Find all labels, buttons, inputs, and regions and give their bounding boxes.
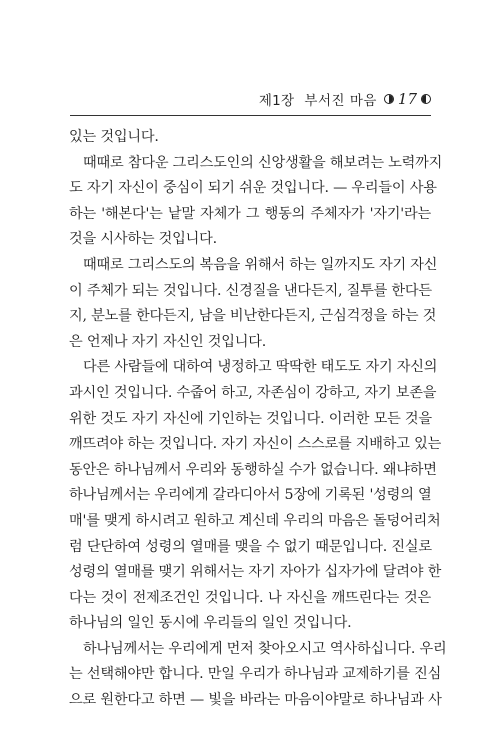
text-line: 깨뜨려야 하는 것입니다. 자기 자신이 스스로를 지배하고 있는 [69,436,442,453]
text-line: 하나님께서는 우리에게 갈라디아서 5장에 기록된 '성령의 열 [69,487,432,504]
text-line: 것을 시사하는 것입니다. [69,231,217,248]
text-line: 과시인 것입니다. 수줍어 하고, 자존심이 강하고, 자기 보존을 [69,384,437,401]
text-line: 하는 '해본다'는 낱말 자체가 그 행동의 주체자가 '자기'라는 [69,205,431,222]
text-line: 위한 것도 자기 자신에 기인하는 것입니다. 이러한 모든 것을 [69,410,432,427]
text-line: 다른 사람들에 대하여 냉정하고 딱딱한 태도도 자기 자신의 [83,359,438,376]
text-line: 으로 원한다고 하면 — 빛을 바라는 마음이야말로 하나님과 사 [69,692,442,709]
text-line: 도 자기 자신이 중심이 되기 쉬운 것입니다. — 우리들이 사용 [69,180,437,197]
text-line: 때때로 참다운 그리스도인의 신앙생활을 해보려는 노력까지 [83,154,443,171]
page-number: 17 [397,90,417,108]
text-line: 다는 것이 전제조건인 것입니다. 나 자신을 깨뜨린다는 것은 [69,589,431,606]
chapter-title: 부서진 마음 [304,93,377,109]
half-moon-left-icon [384,94,394,104]
text-line: 럼 단단하여 성령의 열매를 맺을 수 없기 때문입니다. 진실로 [69,538,432,555]
text-line: 하나님의 일인 동시에 우리들의 일인 것입니다. [69,615,352,632]
text-line: 는 선택해야만 합니다. 만일 우리가 하나님과 교제하기를 진심 [69,666,442,683]
text-line: 이 주체가 되는 것입니다. 신경질을 낸다든지, 질투를 한다든 [69,282,432,299]
text-line: 있는 것입니다. [69,129,159,145]
text-line: 성령의 열매를 맺기 위해서는 자기 자아가 십자가에 달려야 한 [69,564,442,581]
text-line: 하나님께서는 우리에게 먼저 찾아오시고 역사하십니다. 우리 [83,640,447,657]
header-rule [70,115,431,116]
running-header [259,88,431,110]
text-line: 때때로 그리스도의 복음을 위해서 하는 일까지도 자기 자신 [83,256,438,273]
half-moon-right-icon [421,94,431,104]
text-line: 은 언제나 자기 자신인 것입니다. [69,333,267,350]
chapter-label: 제1장 [258,93,295,109]
body-text [69,125,447,714]
text-line: 지, 분노를 한다든지, 남을 비난한다든지, 근심걱정을 하는 것 [69,308,437,325]
text-line: 매'를 맺게 하시려고 원하고 계신데 우리의 마음은 돌덩어리처 [69,512,441,529]
text-line: 동안은 하나님께서 우리와 동행하실 수가 없습니다. 왜냐하면 [69,461,437,478]
